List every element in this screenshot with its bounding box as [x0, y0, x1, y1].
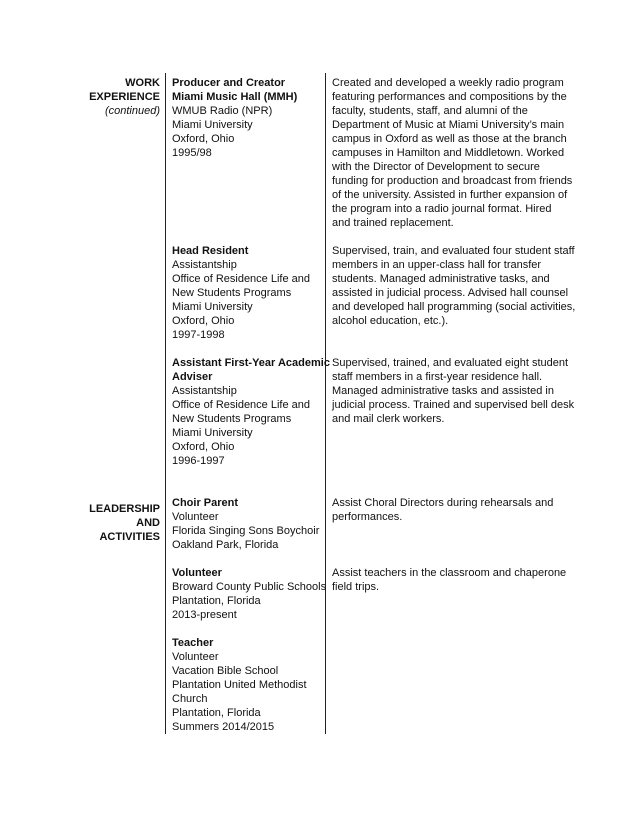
description-head-resident	[332, 244, 575, 328]
section-title-line: WORK	[125, 77, 160, 89]
entry-detail-line: 2013-present	[172, 609, 237, 621]
description-line: Department of Music at Miami University’s main	[332, 119, 565, 131]
entry-detail-line: Oxford, Ohio	[172, 133, 235, 145]
description-line: Supervised, trained, and evaluated eight student	[332, 357, 569, 369]
section-leadership-activities	[89, 502, 160, 544]
description-line: Supervised, train, and evaluated four student staff	[332, 245, 575, 257]
entry-title-line: Head Resident	[172, 245, 249, 257]
entry-detail-line: New Students Programs	[172, 287, 292, 299]
entry-volunteer-schools	[172, 566, 326, 622]
section-title-line: EXPERIENCE	[89, 91, 160, 103]
description-line: staff members in a first-year residence hall.	[332, 371, 543, 383]
description-line: and mail clerk workers.	[332, 413, 445, 425]
entry-detail-line: Oakland Park, Florida	[172, 539, 279, 551]
description-line: Assist Choral Directors during rehearsals and	[332, 497, 554, 509]
entry-detail-line: New Students Programs	[172, 413, 292, 425]
entry-head-resident	[172, 244, 310, 342]
description-line: campuses in Hamilton and Middletown. Worked	[332, 147, 565, 159]
entry-detail-line: Oxford, Ohio	[172, 441, 235, 453]
entry-title-line: Assistant First-Year Academic	[172, 357, 330, 369]
description-line: Managed administrative tasks and assisted in	[332, 385, 554, 397]
entry-detail-line: Florida Singing Sons Boychoir	[172, 525, 320, 537]
entry-choir-parent	[172, 496, 319, 552]
entry-detail-line: Assistantship	[172, 385, 237, 397]
section-work-experience	[89, 76, 160, 118]
entry-detail-line: Miami University	[172, 301, 253, 313]
description-line: members in an upper-class hall for transfer	[332, 259, 542, 271]
entry-detail-line: 1997-1998	[172, 329, 225, 341]
description-line: field trips.	[332, 581, 380, 593]
entry-detail-line: Miami University	[172, 119, 253, 131]
entry-title-line: Volunteer	[172, 567, 222, 579]
description-line: performances.	[332, 511, 403, 523]
description-line: Assist teachers in the classroom and chaperone	[332, 567, 567, 579]
description-line: with the Director of Development to secure	[332, 161, 540, 173]
entry-detail-line: Vacation Bible School	[172, 665, 279, 677]
entry-title-line: Adviser	[172, 371, 213, 383]
section-title-line: AND	[136, 517, 160, 529]
entry-detail-line: Plantation, Florida	[172, 707, 261, 719]
description-line: and trained replacement.	[332, 217, 454, 229]
description-producer-creator	[332, 76, 572, 230]
entry-detail-line: WMUB Radio (NPR)	[172, 105, 273, 117]
description-line: the program into a radio journal format. Hired	[332, 203, 552, 215]
description-volunteer-schools	[332, 566, 566, 594]
entry-detail-line: Miami University	[172, 427, 253, 439]
entry-detail-line: Oxford, Ohio	[172, 315, 235, 327]
section-subtitle: (continued)	[104, 105, 160, 117]
entry-detail-line: Office of Residence Life and	[172, 399, 310, 411]
entry-detail-line: Office of Residence Life and	[172, 273, 310, 285]
entry-academic-adviser	[172, 356, 330, 468]
section-title-line: ACTIVITIES	[99, 531, 160, 543]
entry-detail-line: Plantation, Florida	[172, 595, 261, 607]
left-divider	[165, 73, 166, 734]
section-title-line: LEADERSHIP	[89, 503, 160, 515]
entry-title-line: Miami Music Hall (MMH)	[172, 91, 298, 103]
description-academic-adviser	[332, 356, 574, 426]
entry-detail-line: Broward County Public Schools	[172, 581, 327, 593]
description-line: campus in Oxford as well as those at the branch	[332, 133, 567, 145]
description-line: judicial process. Trained and supervised bell desk	[332, 399, 575, 411]
entry-detail-line: Plantation United Methodist	[172, 679, 307, 691]
description-line: alcohol education, etc.).	[332, 315, 449, 327]
entry-producer-creator	[172, 76, 297, 160]
entry-detail-line: 1996-1997	[172, 455, 225, 467]
entry-title-line: Producer and Creator	[172, 77, 286, 89]
entry-detail-line: Volunteer	[172, 511, 219, 523]
description-line: funding for production and broadcast from friends	[332, 175, 573, 187]
entry-detail-line: Summers 2014/2015	[172, 721, 275, 733]
entry-detail-line: 1995/98	[172, 147, 212, 159]
entry-detail-line: Volunteer	[172, 651, 219, 663]
entry-detail-line: Assistantship	[172, 259, 237, 271]
description-line: of the university. Assisted in further expansion of	[332, 189, 568, 201]
entry-teacher	[172, 636, 307, 734]
description-line: students. Managed administrative tasks, and	[332, 273, 550, 285]
entry-title-line: Teacher	[172, 637, 214, 649]
entry-title-line: Choir Parent	[172, 497, 239, 509]
entry-detail-line: Church	[172, 693, 208, 705]
description-line: assisted in judicial process. Advised hall counsel	[332, 287, 569, 299]
description-line: Created and developed a weekly radio program	[332, 77, 564, 89]
description-line: and developed hall programming (social activities,	[332, 301, 576, 313]
description-choir-parent	[332, 496, 553, 524]
description-line: featuring performances and compositions by the	[332, 91, 567, 103]
description-line: faculty, students, staff, and alumni of the	[332, 105, 528, 117]
